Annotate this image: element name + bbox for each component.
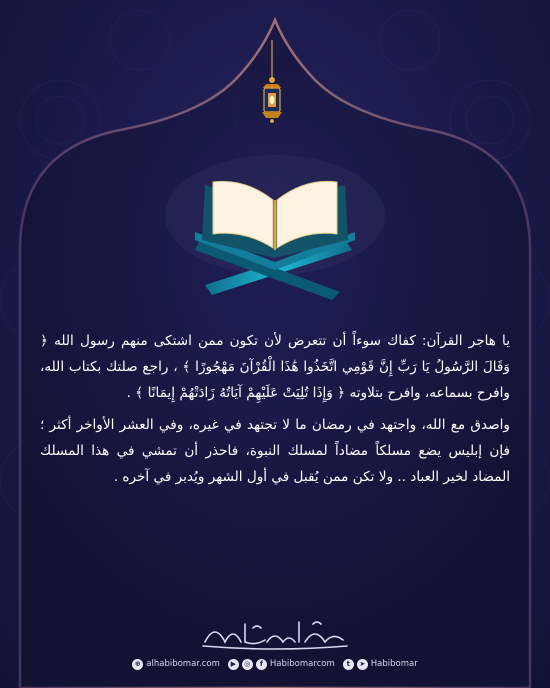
signature-calligraphy: [195, 616, 355, 652]
twitter-icon: t: [343, 659, 354, 670]
social-handle-2: Habibomar: [370, 659, 418, 669]
footer: [0, 654, 550, 674]
paragraph-ramadan-advice: واصدق مع الله، واجتهد في رمضان ما لا تجتهد في غيره، وفي العشر الأواخر أكثر ؛ فإن إبليس يضع مسلكاً مضاداً لمسلك النبوة، فاحذر أن تمشي في هذا المسلك المضاد لخير العباد .. ولا تكن ممن يُقبل في أول الشهر ويُدبر في آخره .: [40, 417, 510, 485]
globe-icon: ⊕: [132, 659, 143, 670]
website-label: alhabibomar.com: [146, 659, 220, 669]
social-handle-1: Habibomarcom: [269, 659, 335, 669]
youtube-icon: ▶: [228, 659, 239, 670]
paragraph-hajir-quran: يا هاجر القرآن: كفاك سوءاً أن تتعرض لأن تكون ممن اشتكى منهم رسول الله ﴿ وَقَالَ الرَّسُولُ يَا رَبِّ إِنَّ قَوْمِي اتَّخَذُوا هَٰذَا الْقُرْآنَ مَهْجُورًا ﴾ ، راجع صلتك بكتاب الله، وافرح بسماعه، وافرح بتلاوته ﴿ وَإِذَا تُلِيَتْ عَلَيْهِمْ آيَاتُهُ زَادَتْهُمْ إِيمَانًا ﴾ .: [40, 333, 510, 401]
body-text: [40, 328, 510, 496]
footer-website[interactable]: [132, 659, 220, 670]
telegram-icon: ➤: [357, 659, 368, 670]
footer-social-1[interactable]: [228, 659, 335, 670]
footer-social-2[interactable]: [343, 659, 418, 670]
facebook-icon: f: [256, 659, 267, 670]
instagram-icon: ◎: [242, 659, 253, 670]
